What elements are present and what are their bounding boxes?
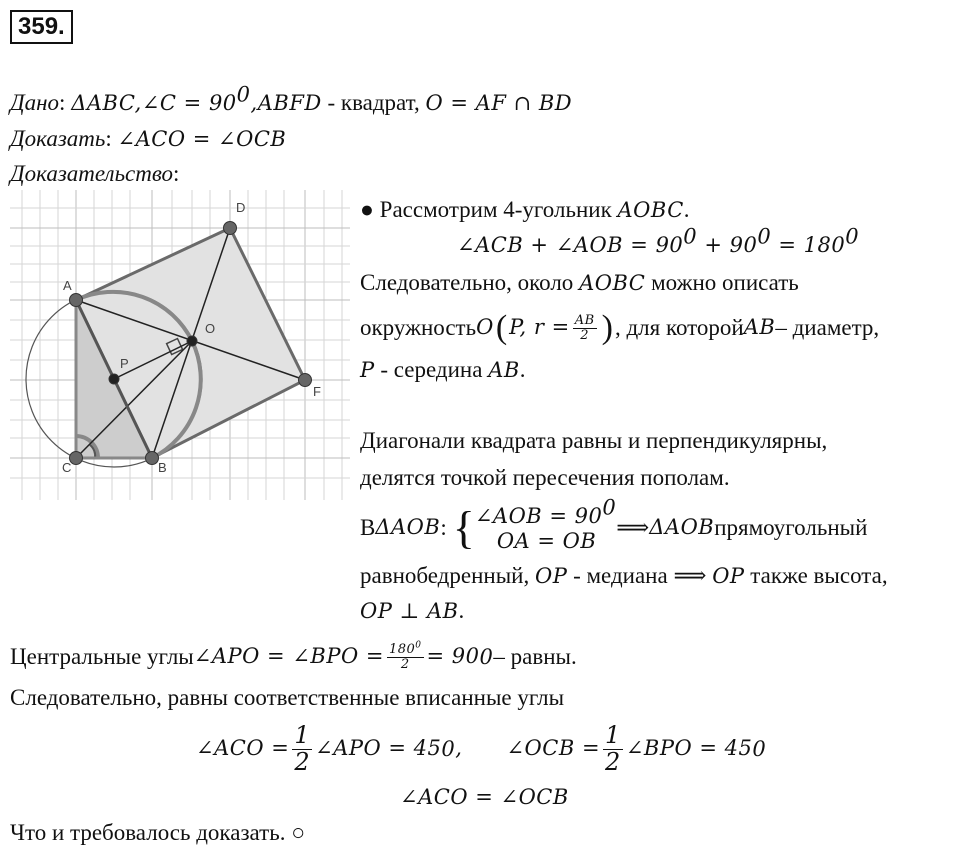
right-line-2 — [457, 224, 860, 257]
right-line-9 — [360, 563, 888, 588]
bottom-line-4: ∠ACO = ∠OCB — [400, 785, 569, 809]
label-f: F — [313, 384, 321, 399]
point-a — [70, 294, 83, 307]
b1-frac-num — [387, 640, 424, 658]
r4-m2: P, r = — [509, 315, 570, 340]
prove-line — [10, 126, 286, 151]
r8-brace: { — [452, 502, 475, 553]
r5-end: . — [519, 357, 526, 382]
r8-system — [474, 495, 617, 554]
point-p — [109, 374, 119, 384]
r4-frac-num: AB — [574, 312, 595, 328]
b3-frac2-den: 2 — [605, 747, 621, 776]
b3-m3: ∠OCB = — [506, 736, 601, 761]
r10-math: OP ⊥ AB — [360, 599, 459, 623]
r1-math: AOBC — [617, 198, 684, 222]
r8-math2: ΔAOB — [649, 515, 715, 540]
r5-text: - середина — [374, 357, 489, 382]
r4-text2: , для которой — [614, 315, 744, 341]
b1-math2: = 90 — [426, 644, 480, 669]
b3-frac1-num: 1 — [294, 721, 311, 750]
b1-frac — [387, 640, 424, 672]
b3-m4: ∠BPO = 45 — [625, 736, 753, 761]
r4-m3: AB — [743, 315, 776, 340]
r4-m1: O — [476, 315, 494, 340]
given-math-1: ΔABC,∠C = 90 — [71, 91, 237, 115]
r8-colon: : — [440, 515, 447, 541]
r2-sup2: 0 — [757, 224, 772, 249]
r8-arrow: ⟹ — [616, 515, 650, 541]
r3-text: Следовательно, около — [360, 270, 580, 295]
given-sup: 0 — [236, 82, 251, 107]
b3-comma: , — [455, 736, 463, 761]
right-line-3 — [360, 270, 799, 295]
problem-number: 359. — [10, 10, 73, 44]
r1-text: Рассмотрим 4-угольник — [373, 197, 618, 222]
b3-frac1-den: 2 — [294, 747, 311, 776]
r2-c: = 180 — [771, 233, 846, 257]
bullet: ● — [360, 197, 374, 222]
r2-a: ∠ACB + ∠AOB = 90 — [457, 233, 684, 257]
r5-math: P — [360, 358, 375, 382]
point-d — [224, 222, 237, 235]
r9-text: равнобедренный, — [360, 563, 535, 588]
r9-m1: OP — [534, 564, 568, 588]
r3-math: AOBC — [579, 271, 646, 295]
r3-end: можно описать — [645, 270, 799, 295]
r4-paren-open: ( — [495, 309, 508, 347]
given-colon: : — [59, 90, 66, 115]
r4-frac — [573, 314, 597, 342]
bottom-line-3: ∠ACO = $\frac{1}{2}$ ∠APO = 45 0 , ∠OCB = $\frac{1}{2}$ ∠BPO = 45 0 — [196, 721, 767, 776]
b1-frac-num-val: 180 — [388, 641, 416, 657]
r4-frac-den: 2 — [580, 327, 590, 343]
r10-end: . — [458, 598, 465, 623]
label-c: C — [62, 460, 72, 475]
point-b — [146, 452, 159, 465]
r9-end: также высота, — [744, 563, 888, 588]
given-line — [10, 82, 573, 115]
label-b: B — [158, 460, 167, 475]
b3-m1: ∠ACO = — [196, 736, 290, 761]
r8-sys1: ∠AOB = 90 — [474, 503, 603, 528]
prove-math: ∠ACO = ∠OCB — [117, 127, 287, 151]
point-c — [70, 452, 83, 465]
right-line-1 — [360, 197, 690, 222]
right-line-7: делятся точкой пересечения пополам. — [360, 465, 730, 490]
right-line-8 — [360, 495, 868, 556]
r8-sys1-sup: 0 — [602, 495, 617, 520]
b1-text: Центральные углы — [10, 644, 194, 670]
proof-label-line — [10, 161, 179, 186]
b1-end: – равны. — [493, 644, 577, 670]
right-line-5 — [360, 357, 526, 382]
point-o — [187, 336, 197, 346]
b3-frac2-num: 1 — [605, 721, 621, 750]
r2-sup3: 0 — [845, 224, 860, 249]
r2-b: + 90 — [697, 233, 758, 257]
r9-text2: - медиана — [567, 563, 674, 588]
right-line-4 — [360, 306, 879, 350]
prove-colon: : — [105, 126, 112, 151]
given-math-2: ,ABFD — [250, 91, 322, 115]
r9-m2: OP — [712, 564, 745, 588]
r4-end: – диаметр, — [775, 315, 880, 341]
r5-math2: AB — [488, 358, 520, 382]
prove-label: Доказать — [10, 126, 106, 151]
r9-arrow: ⟹ — [673, 563, 713, 588]
r1-end: . — [683, 197, 690, 222]
b1-frac-den: 2 — [400, 656, 410, 672]
given-text: - квадрат, — [321, 90, 426, 115]
r4-text: окружность — [360, 315, 477, 341]
right-line-10 — [360, 598, 464, 623]
r8-sys2: OA = OB — [496, 529, 597, 554]
b3-frac1 — [292, 723, 312, 774]
r8-text: В — [360, 515, 376, 541]
bottom-line-5: Что и требовалось доказать. ○ — [10, 820, 306, 845]
label-p: P — [120, 356, 129, 371]
proof-label: Доказательство — [10, 161, 174, 186]
r8-math: ΔAOB — [375, 515, 441, 540]
point-f — [299, 374, 312, 387]
given-label: Дано — [10, 90, 60, 115]
b1-frac-num-sup: 0 — [415, 640, 422, 651]
label-o: O — [205, 321, 216, 336]
b3-frac2 — [603, 723, 623, 774]
r4-paren-close: ) — [601, 309, 613, 347]
b3-m2: ∠APO = 45 — [315, 736, 442, 761]
proof-colon: : — [173, 161, 180, 186]
right-line-6: Диагонали квадрата равны и перпендикулярны, — [360, 428, 828, 453]
given-math-3: O = AF ∩ BD — [425, 91, 573, 115]
b1-math: ∠APO = ∠BPO = — [193, 644, 384, 669]
label-d: D — [236, 200, 246, 215]
bottom-line-1: Центральные углы ∠APO = ∠BPO = $\frac{180^0}{2}$ = 90 0 – равны. — [10, 640, 577, 672]
bottom-line-2: Следовательно, равны соответственные вписанные углы — [10, 685, 565, 710]
geometry-figure — [10, 190, 350, 500]
r2-sup1: 0 — [683, 224, 698, 249]
label-a: A — [63, 278, 72, 293]
r8-end: прямоугольный — [714, 515, 868, 541]
